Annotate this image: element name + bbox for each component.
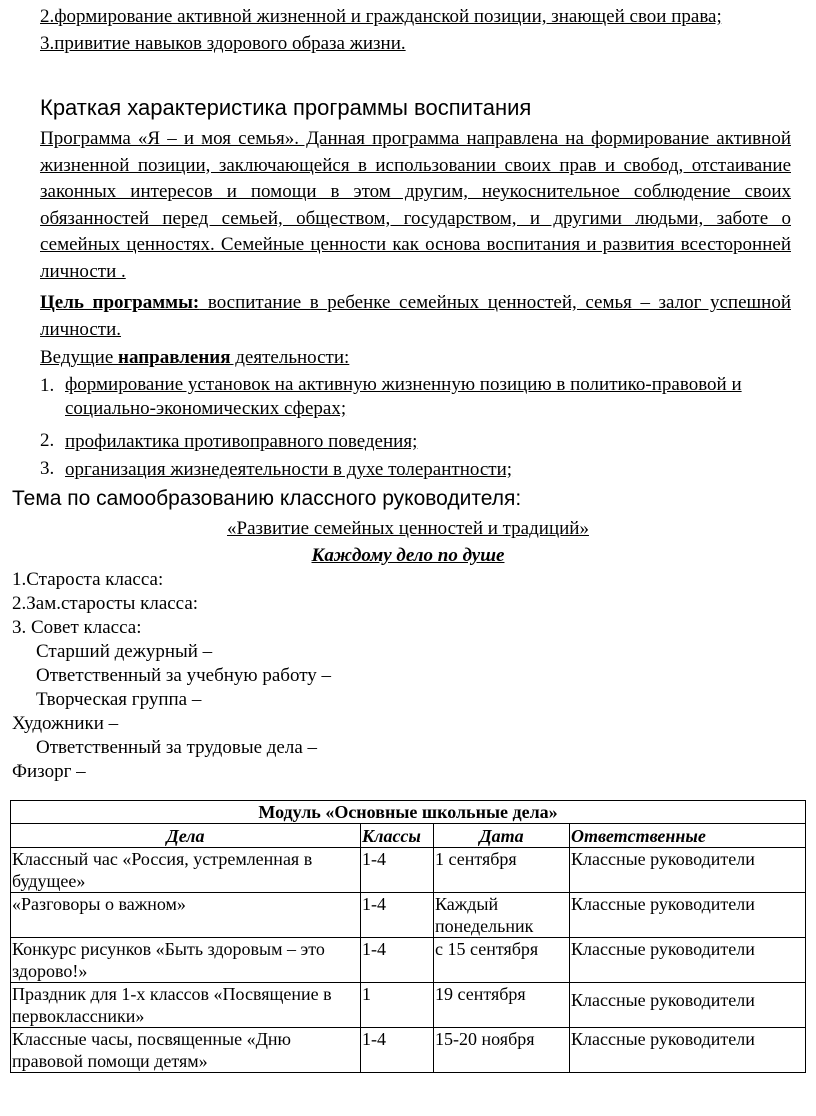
- self-education-motto: Каждому дело по душе: [311, 545, 505, 566]
- responsible-cell: Классные руководители: [570, 983, 806, 1028]
- program-description: Программа «Я – и моя семья». Данная программа направлена на формирование активной жизненной позиции, заключающейся в использовании своих прав и свобод, отстаивание законных интересов и помощи в этом другим, неукоснительное соблюдение своих обязанностей перед семьей, обществом, государством, и другими людьми, заботе о семейных ценностях. Семейные ценности как основа воспитания и развития всесторонней личности .: [40, 128, 791, 282]
- table-row: [11, 938, 806, 983]
- date-cell: 1 сентября: [434, 848, 570, 893]
- responsible-cell: Классные руководители: [570, 893, 806, 938]
- self-education-heading: Тема по самообразованию классного руководителя:: [12, 487, 522, 510]
- directions-suffix: деятельности:: [230, 347, 350, 368]
- header-date: Дата: [434, 824, 570, 848]
- header-events: Дела: [11, 824, 361, 848]
- module-table: [10, 800, 806, 1073]
- date-cell: 15-20 ноября: [434, 1028, 570, 1073]
- goal-text: воспитание в ребенке семейных ценностей, семья – залог успешной личности.: [40, 292, 791, 340]
- date-cell: с 15 сентября: [434, 938, 570, 983]
- classes-cell: 1-4: [361, 893, 434, 938]
- goal-line-2: 2.формирование активной жизненной и гражданской позиции, знающей свои права;: [40, 6, 722, 27]
- table-title-row: [11, 801, 806, 824]
- classes-cell: 1-4: [361, 938, 434, 983]
- classes-cell: 1: [361, 983, 434, 1028]
- direction-text: формирование установок на активную жизненную позицию в политико-правовой и социально-экономических сферах;: [65, 374, 742, 419]
- goal-label: Цель программы:: [40, 292, 200, 313]
- direction-text: профилактика противоправного поведения;: [65, 431, 418, 452]
- directions-prefix: Ведущие: [40, 347, 119, 368]
- direction-num: 3.: [40, 458, 55, 479]
- event-cell: Классные часы, посвященные «Дню правовой помощи детям»: [11, 1028, 361, 1073]
- module-title: Модуль «Основные школьные дела»: [11, 801, 806, 824]
- role-class-council: 3. Совет класса:: [12, 617, 142, 638]
- table-row: [11, 893, 806, 938]
- responsible-cell: Классные руководители: [570, 1028, 806, 1073]
- role-sports-organizer: Физорг –: [12, 761, 86, 782]
- role-senior-duty: Старший дежурный –: [36, 641, 213, 662]
- header-classes: Классы: [361, 824, 434, 848]
- date-cell: Каждый понедельник: [434, 893, 570, 938]
- direction-text: организация жизнедеятельности в духе толерантности;: [65, 459, 513, 480]
- role-artists: Художники –: [12, 713, 119, 734]
- direction-num: 1.: [40, 375, 55, 396]
- responsible-cell: Классные руководители: [570, 848, 806, 893]
- table-row: [11, 1028, 806, 1073]
- self-education-topic: «Развитие семейных ценностей и традиций»: [227, 518, 589, 539]
- role-study-responsible: Ответственный за учебную работу –: [36, 665, 332, 686]
- table-row: [11, 983, 806, 1028]
- role-headman: 1.Староста класса:: [12, 569, 164, 590]
- program-heading: Краткая характеристика программы воспитания: [40, 95, 532, 120]
- responsible-cell: Классные руководители: [570, 938, 806, 983]
- event-cell: Конкурс рисунков «Быть здоровым – это здорово!»: [11, 938, 361, 983]
- directions-heading: [40, 346, 349, 370]
- header-responsible: Ответственные: [570, 824, 806, 848]
- table-header-row: [11, 824, 806, 848]
- role-deputy-headman: 2.Зам.старосты класса:: [12, 593, 199, 614]
- directions-bold: направления: [118, 347, 231, 368]
- classes-cell: 1-4: [361, 1028, 434, 1073]
- event-cell: «Разговоры о важном»: [11, 893, 361, 938]
- program-goal: [40, 290, 791, 343]
- goal-line-3: 3.привитие навыков здорового образа жизни.: [40, 33, 406, 54]
- role-creative-group: Творческая группа –: [36, 689, 202, 710]
- classes-cell: 1-4: [361, 848, 434, 893]
- event-cell: Праздник для 1-х классов «Посвящение в первоклассники»: [11, 983, 361, 1028]
- direction-num: 2.: [40, 430, 55, 451]
- table-row: [11, 848, 806, 893]
- role-labor-responsible: Ответственный за трудовые дела –: [36, 737, 318, 758]
- date-cell: 19 сентября: [434, 983, 570, 1028]
- event-cell: Классный час «Россия, устремленная в будущее»: [11, 848, 361, 893]
